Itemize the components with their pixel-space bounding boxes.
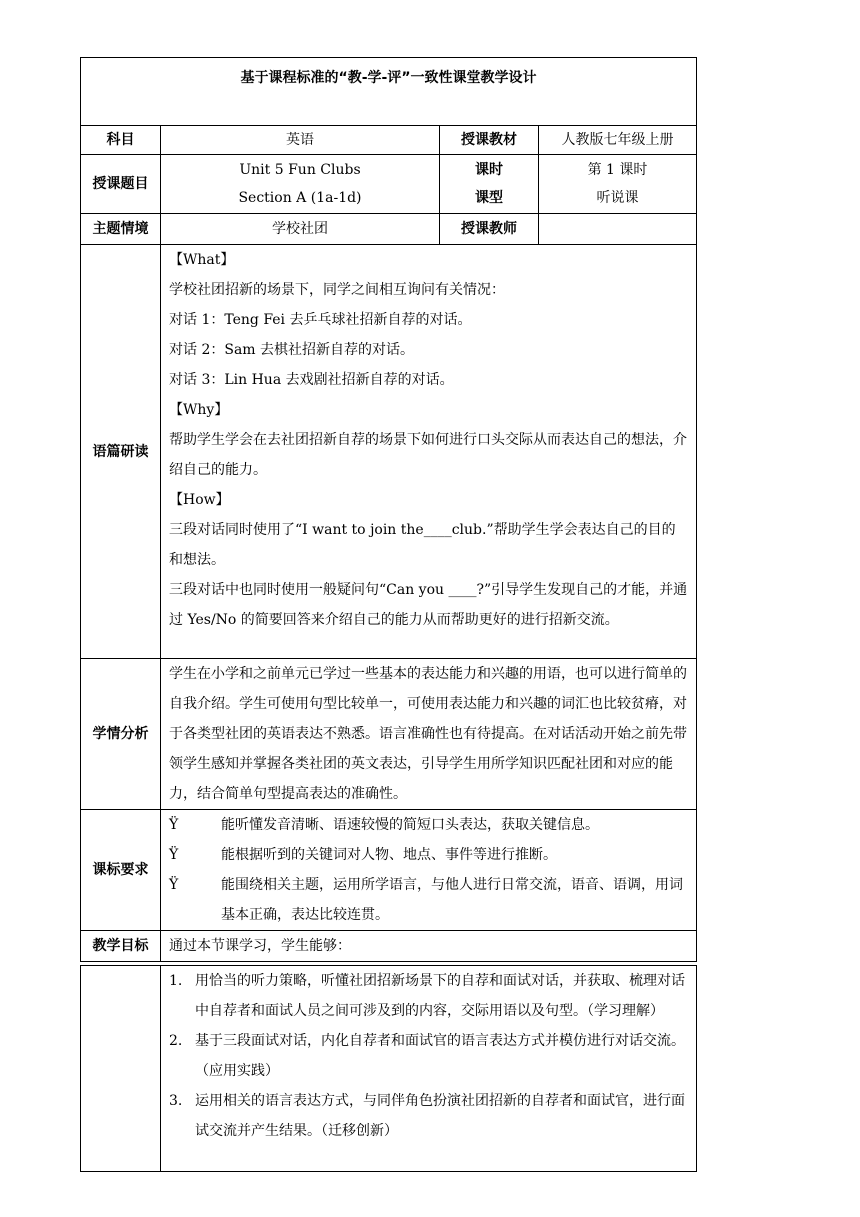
subject-label: 科目 [81,126,161,155]
learner-analysis-text [161,659,697,810]
objectives-list-cell [161,966,697,1172]
page-title: 基于课程标准的“教-学-评”一致性课堂教学设计 [81,58,697,126]
text-study-label: 语篇研读 [81,245,161,659]
standard-text: 能围绕相关主题，运用所学语言，与他人进行日常交流，语音、语调，用词基本正确，表达比较连贯。 [221,877,683,923]
why-heading: 【Why】 [169,402,229,418]
topic-unit: Unit 5 Fun Clubs [239,162,361,178]
lesson-plan-table [80,57,697,962]
how-text-1: 三段对话同时使用了“I want to join the____club.”帮助学生学会表达自己的目的和想法。 [169,522,676,568]
teacher-value [539,214,697,245]
type-value: 听说课 [596,190,639,206]
standard-text: 能根据听到的关键词对人物、地点、事件等进行推断。 [221,847,557,863]
bullet-icon: Ÿ [169,877,179,893]
objectives-empty-cell [81,966,161,1172]
period-type-label [440,155,539,214]
type-label: 课型 [475,190,503,206]
topic-section: Section A (1a-1d) [238,190,362,206]
objective-number: 1. [169,973,183,989]
objective-item [169,1086,688,1146]
topic-label: 授课题目 [81,155,161,214]
dialog-1: 对话 1：Teng Fei 去乒乓球社招新自荐的对话。 [169,312,472,328]
standards-label: 课标要求 [81,810,161,931]
objectives-list [169,966,688,1146]
text-study-content [161,245,697,659]
what-heading: 【What】 [169,252,235,268]
textbook-label: 授课教材 [440,126,539,155]
learner-analysis-label: 学情分析 [81,659,161,810]
standard-item [169,810,688,840]
period-label: 课时 [475,162,503,178]
standard-text: 能听懂发音清晰、语速较慢的简短口头表达，获取关键信息。 [221,817,599,833]
objective-number: 2. [169,1033,183,1049]
objective-item [169,966,688,1026]
standard-item [169,840,688,870]
textbook-value: 人教版七年级上册 [539,126,697,155]
topic-value [161,155,440,214]
dialog-2: 对话 2：Sam 去棋社招新自荐的对话。 [169,342,415,358]
bullet-icon: Ÿ [169,847,179,863]
objectives-intro: 通过本节课学习，学生能够： [161,931,697,962]
bullet-icon: Ÿ [169,817,179,833]
how-heading: 【How】 [169,492,230,508]
objectives-continuation-table [80,965,697,1172]
teacher-label: 授课教师 [440,214,539,245]
objectives-label: 教学目标 [81,931,161,962]
dialog-3: 对话 3：Lin Hua 去戏剧社招新自荐的对话。 [169,372,454,388]
period-type-value [539,155,697,214]
objective-number: 3. [169,1093,183,1109]
theme-label: 主题情境 [81,214,161,245]
subject-value: 英语 [161,126,440,155]
what-intro: 学校社团招新的场景下，同学之间相互询问有关情况： [169,282,505,298]
standard-item [169,870,688,930]
standards-content [161,810,697,931]
objective-text: 用恰当的听力策略，听懂社团招新场景下的自荐和面试对话，并获取、梳理对话中自荐者和面试人员之间可涉及到的内容，交际用语以及句型。（学习理解） [195,973,685,1019]
objective-text: 基于三段面试对话，内化自荐者和面试官的语言表达方式并模仿进行对话交流。（应用实践） [195,1033,685,1079]
how-text-2: 三段对话中也同时使用一般疑问句“Can you ____?”引导学生发现自己的才能，并通过 Yes/No 的简要回答来介绍自己的能力从而帮助更好的进行招新交流。 [169,582,688,628]
why-text: 帮助学生学会在去社团招新自荐的场景下如何进行口头交际从而表达自己的想法，介绍自己的能力。 [169,432,687,478]
period-value: 第 1 课时 [587,162,648,178]
theme-value: 学校社团 [161,214,440,245]
objective-item [169,1026,688,1086]
objective-text: 运用相关的语言表达方式，与同伴角色扮演社团招新的自荐者和面试官，进行面试交流并产生结果。（迁移创新） [195,1093,685,1139]
learner-analysis-paragraph: 学生在小学和之前单元已学过一些基本的表达能力和兴趣的用语，也可以进行简单的自我介绍。学生可使用句型比较单一，可使用表达能力和兴趣的词汇也比较贫瘠，对于各类型社团的英语表达不熟悉。语言准确性也有待提高。在对话活动开始之前先带领学生感知并掌握各类社团的英文表达，引导学生用所学知识匹配社团和对应的能力，结合简单句型提高表达的准确性。 [169,666,687,802]
